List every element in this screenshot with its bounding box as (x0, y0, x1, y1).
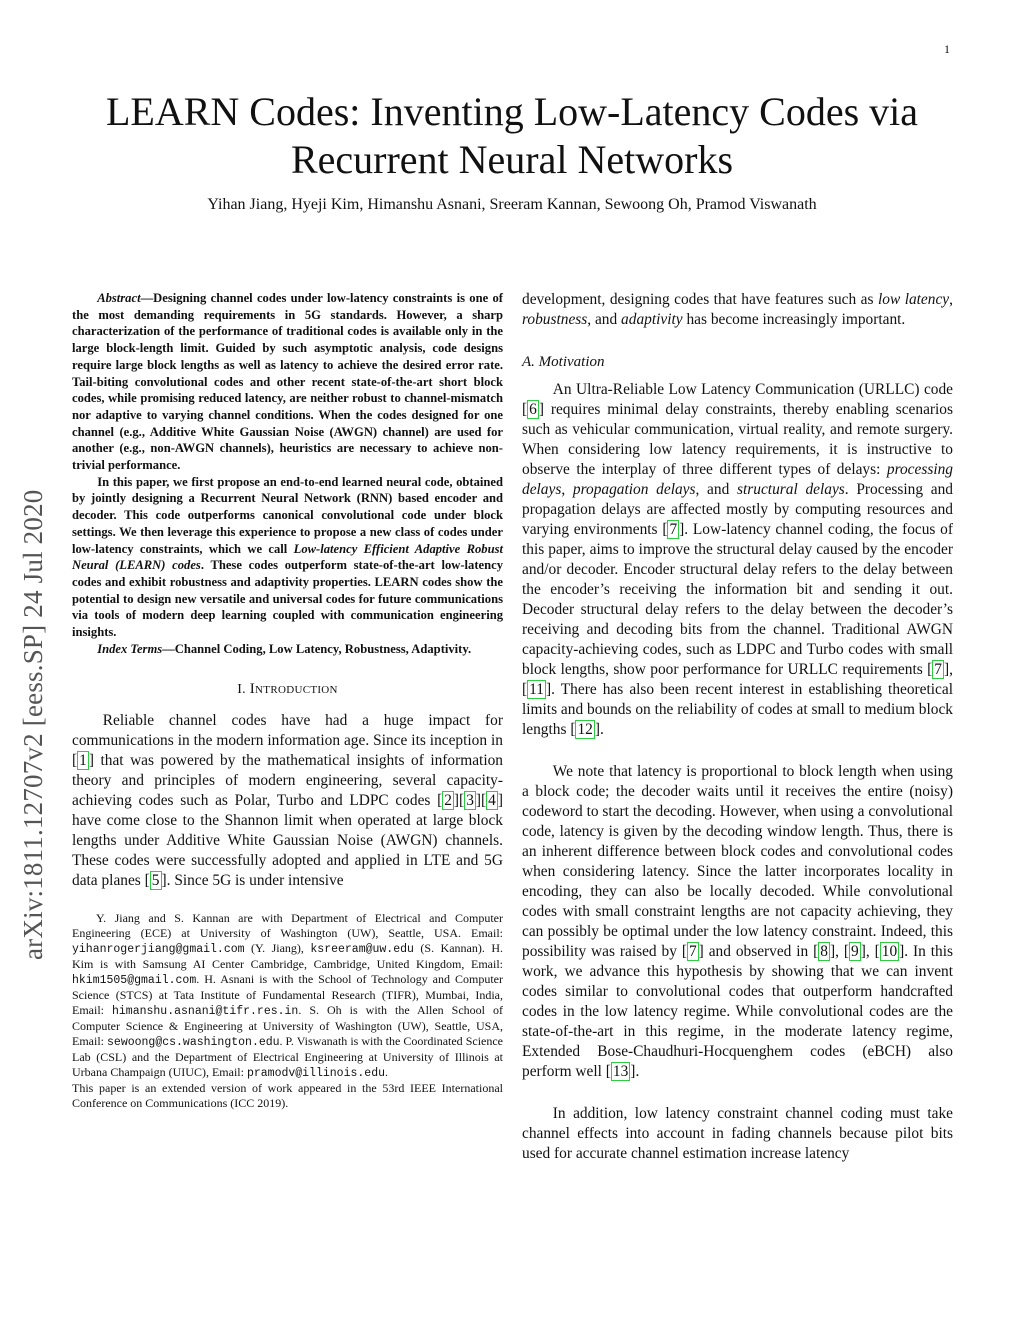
intro-paragraph-1: Reliable channel codes have had a huge impact for communications in the modern information age. Since its inception in [ 1 ] that was powered by the mathematical insights of information theory and principles of modern engineering, several capacity-achieving codes such as Polar, Turbo and LDPC codes [ 2 ][ 3 ][ 4 ] have come close to the Shannon limit when operated at large block lengths under Additive White Gaussian Noise (AWGN) channels. These codes were successfully adopted and applied in LTE and 5G data planes [ 5 ]. Since 5G is under intensive (72, 712, 503, 890)
citation-link[interactable]: 9 (851, 943, 859, 960)
left-column (72, 290, 503, 1111)
citation-link[interactable]: 7 (688, 943, 697, 960)
page-number: 1 (944, 42, 950, 56)
citation-link[interactable]: 2 (444, 792, 452, 810)
arxiv-stamp: arXiv:1811.12707v2 [eess.SP] 24 Jul 2020 (18, 489, 48, 960)
citation-link[interactable]: 3 (466, 792, 474, 810)
abstract-paragraph-1: Abstract—Designing channel codes under low-latency constraints is one of the most demanding requirements in 5G standards. However, a sharp characterization of the performance of traditional codes is available only in the large block-length limit. Guided by such asymptotic analysis, code designs require large block lengths as well as latency to achieve the desired error rate. Tail-biting convolutional codes and other recent state-of-the-art short block codes, while promising reduced latency, are neither robust to channel-mismatch nor adaptive to varying channel conditions. When the codes designed for one channel (e.g., Additive White Gaussian Noise (AWGN) channel) are used for another (e.g., non-AWGN channels), heuristics are necessary to achieve non-trivial performance. (72, 291, 503, 473)
motivation-paragraph-2: We note that latency is proportional to block length when using a block code; the decoder waits until it receives the entire (noisy) codeword to start the decoding. However, when using a convolutional code, latency is given by the decoding window length. Thus, there is an inherent difference between block codes and convolutional codes when considering latency. Since the latter incorporates locality in encoding, they can also be locally decoded. While convolutional codes with small constraint lengths are not capacity achieving, they can possibly be optimal under the low latency constraint. Indeed, this possibility was raised by [ 7 ] and observed in [ 8 ], [ 9 ], [ 10 ]. In this work, we advance this hypothesis by showing that we can invent codes similar to convolutional codes that outperform handcrafted codes in the low latency regime. While convolutional codes are the state-of-the-art in this regime, in the moderate latency regime, Extended Bose-Chaudhuri-Hocquenghem codes (eBCH) also perform well [ 13 ]. (522, 763, 953, 1080)
affiliation-footnote: Y. Jiang and S. Kannan are with Department of Electrical and Computer Engineering (ECE) at University of Washington (UW), Seattle, USA. Email: yihanrogerjiang@gmail.com (Y. Jiang), ksreeram@uw.edu (S. Kannan). H. Kim is with Samsung AI Center Cambridge, Cambridge, United Kingdom, Email: hkim1505@gmail.com. H. Asnani is with the School of Technology and Computer Science (STCS) at Tata Institute of Fundamental Research (TIFR), Mumbai, India, Email: himanshu.asnani@tifr.res.in. S. Oh is with the Allen School of Computer Science & Engineering at University of Washington (UW), Seattle, USA, Email: sewoong@cs.washington.edu. P. Viswanath is with the Coordinated Science Lab (CSL) and the Department of Electrical Engineering at University of Illinois at Urbana Champaign (UIUC), Email: pramodv@illinois.edu. (72, 911, 504, 1081)
abstract-paragraph-2: In this paper, we first propose an end-to-end learned neural code, obtained by jointly designing a Recurrent Neural Network (RNN) based encoder and decoder. This code outperforms canonical convolutional code under block settings. We then leverage this experience to propose a new class of codes under low-latency constraints, which we call Low-latency Efficient Adaptive Robust Neural (LEARN) codes. These codes outperform state-of-the-art low-latency codes and exhibit robustness and adaptivity properties. LEARN codes show the potential to design new versatile and universal codes for future communications via tools of modern deep learning coupled with communication engineering insights. (72, 474, 503, 640)
citation-link[interactable]: 12 (577, 721, 593, 738)
motivation-paragraph-3: In addition, low latency constraint channel coding must take channel effects into account in fading channels because pilot bits used for accurate channel estimation increase latency (522, 1105, 953, 1162)
citation-link[interactable]: 7 (669, 521, 678, 538)
intro-paragraph-1-continued: development, designing codes that have features such as low latency, robustness, and adaptivity has become increasingly important. (522, 291, 953, 328)
email-link[interactable]: hkim1505@gmail.com (72, 974, 197, 988)
index-terms: Index Terms—Channel Coding, Low Latency, Robustness, Adaptivity. (97, 641, 472, 656)
author-list: Yihan Jiang, Hyeji Kim, Himanshu Asnani, Sreeram Kannan, Sewoong Oh, Pramod Viswanath (207, 196, 817, 213)
motivation-paragraph-1: An Ultra-Reliable Low Latency Communication (URLLC) code [ 6 ] requires minimal delay constraints, thereby enabling scenarios such as vehicular communication, virtual reality, and remote surgery. When considering low latency requirements, it is instructive to observe the interplay of three different types of delays: processing delays, propagation delays, and structural delays. Processing and propagation delays are affected mostly by computing resources and varying environments [ 7 ]. Low-latency channel coding, the focus of this paper, aims to improve the structural delay caused by the encoder and/or decoder. Encoder structural delay refers to the delay between the encoder’s receiving the information bit and sending it out. Decoder structural delay refers to the delay between the decoder’s receiving and decoding bits from the channel. Traditional AWGN capacity-achieving codes, such as LDPC and Turbo codes with small block lengths, show poor performance for URLLC requirements [ 7 ], [ 11 ]. There has also been recent interest in establishing theoretical limits and bounds on the reliability of codes at small to medium block lengths [ 12 ]. (522, 381, 953, 738)
email-link[interactable]: ksreeram@uw.edu (310, 943, 414, 957)
citation-link[interactable]: 1 (79, 752, 87, 770)
citation-link[interactable]: 8 (820, 943, 828, 960)
citation-link[interactable]: 7 (934, 661, 942, 678)
citation-link[interactable]: 6 (529, 401, 537, 418)
section-heading-introduction: I. Introduction (237, 681, 338, 698)
citation-link[interactable]: 10 (881, 943, 898, 960)
subsection-heading-motivation: A. Motivation (522, 354, 605, 370)
citation-link[interactable]: 4 (488, 792, 496, 810)
conference-footnote: This paper is an extended version of work appeared in the 53rd IEEE International Conference on Communications (ICC 2019). (72, 1081, 503, 1111)
citation-link[interactable]: 13 (612, 1063, 629, 1080)
email-link[interactable]: sewoong@cs.washington.edu (107, 1036, 280, 1050)
citation-link[interactable]: 5 (151, 872, 160, 890)
abstract-label: Abstract (97, 291, 141, 305)
email-link[interactable]: yihanrogerjiang@gmail.com (72, 943, 245, 957)
email-link[interactable]: himanshu.asnani@tifr.res.in (112, 1005, 299, 1019)
email-link[interactable]: pramodv@illinois.edu (246, 1067, 385, 1081)
right-column (522, 290, 953, 1164)
paper-title: LEARN Codes: Inventing Low-Latency Codes via Recurrent Neural Networks (105, 89, 919, 182)
index-terms-label: Index Terms (97, 641, 163, 656)
citation-link[interactable]: 11 (529, 681, 544, 698)
